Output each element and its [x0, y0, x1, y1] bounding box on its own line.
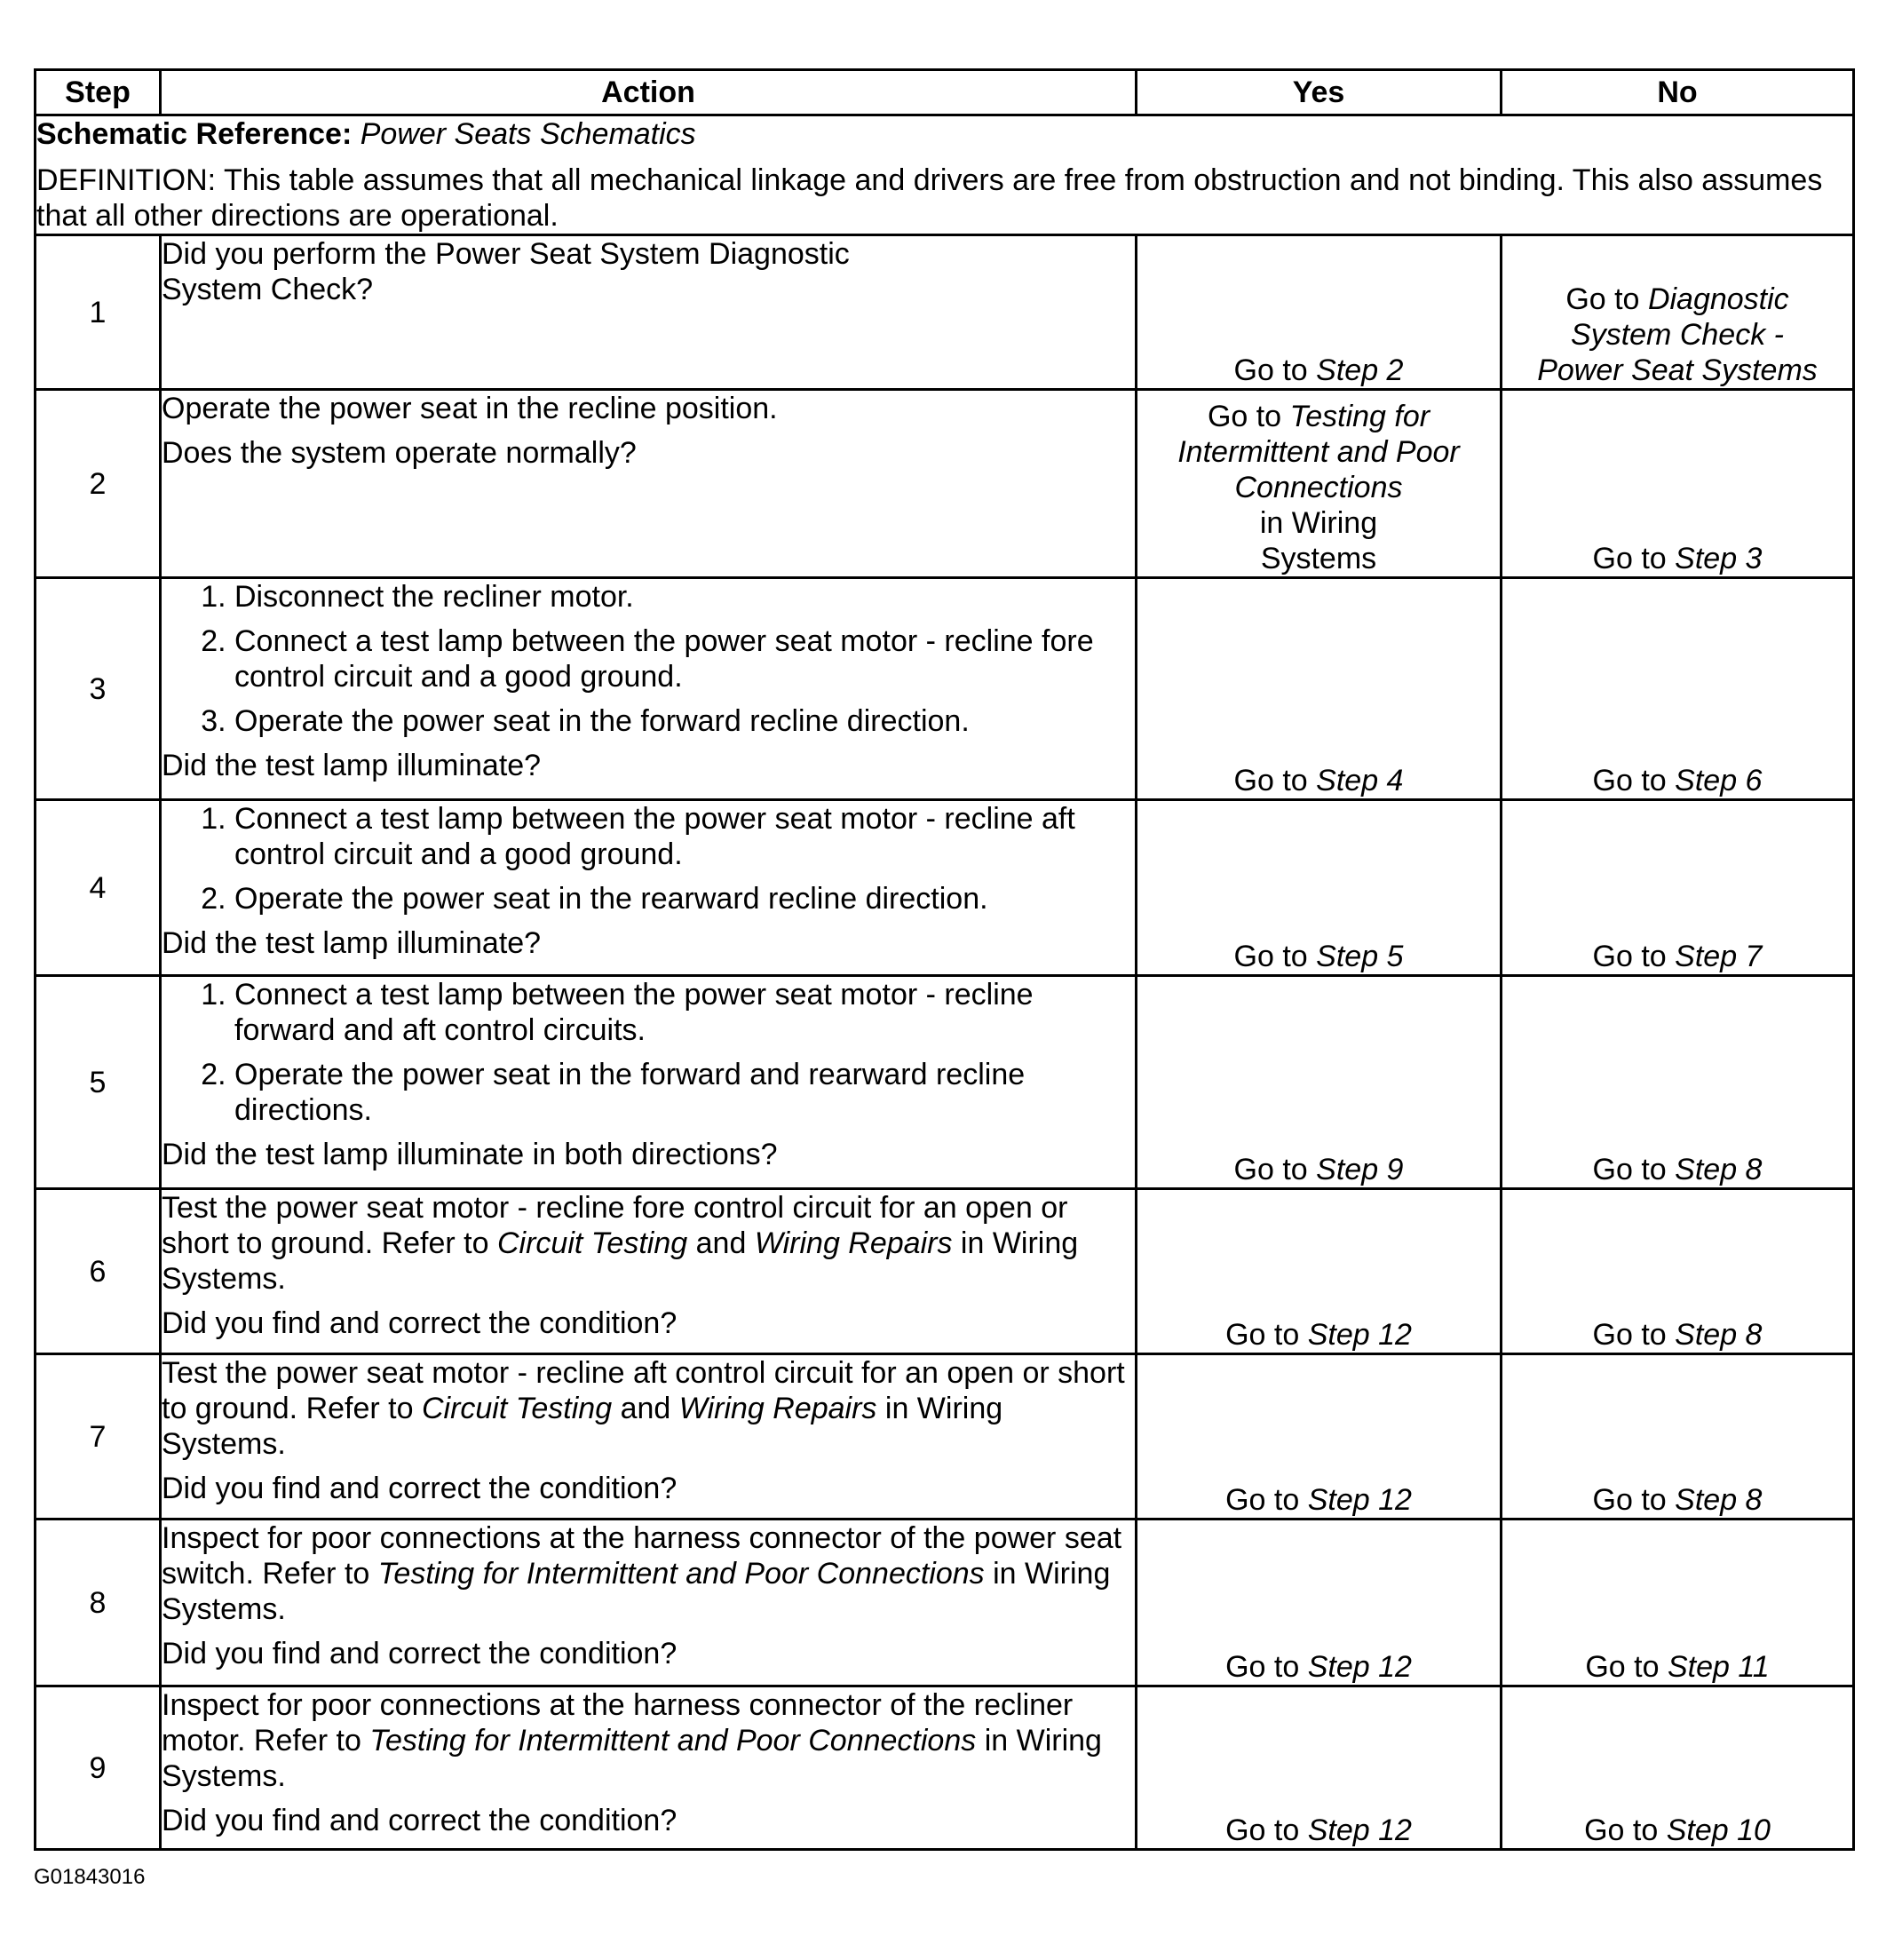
step-action — [161, 1189, 1137, 1354]
step-yes: Go to Step 12 — [1137, 1189, 1502, 1354]
list-item: 3. Operate the power seat in the forward recline direction. — [234, 703, 1135, 739]
step-no: Go to Step 7 — [1502, 800, 1854, 976]
table-row — [36, 578, 1854, 800]
no-link: Step 6 — [1675, 764, 1763, 797]
step-number: 9 — [36, 1686, 161, 1850]
schematic-reference — [36, 116, 1852, 152]
action-list — [162, 977, 1135, 1128]
action-question: Did the test lamp illuminate? — [162, 926, 542, 960]
header-yes: Yes — [1137, 70, 1502, 115]
table-row — [36, 390, 1854, 578]
table-row — [36, 235, 1854, 390]
no-link: Step 8 — [1675, 1318, 1763, 1352]
step-no: Go to Step 8 — [1502, 1354, 1854, 1520]
step-yes: Go to Step 12 — [1137, 1520, 1502, 1686]
no-link: Step 3 — [1675, 542, 1763, 575]
action-question: Did you find and correct the condition? — [162, 1472, 678, 1505]
step-action — [161, 390, 1137, 578]
table-row — [36, 1354, 1854, 1520]
step-action — [161, 235, 1137, 390]
step-number: 8 — [36, 1520, 161, 1686]
action-list — [162, 801, 1135, 917]
step-action — [161, 578, 1137, 800]
step-yes: Go to Step 12 — [1137, 1686, 1502, 1850]
step-action — [161, 1686, 1137, 1850]
action-list — [162, 579, 1135, 739]
schematic-cell — [36, 115, 1854, 235]
reference-link: Wiring Repairs — [678, 1392, 877, 1425]
yes-link: Step 5 — [1316, 940, 1404, 973]
step-no: Go to Step 8 — [1502, 976, 1854, 1189]
step-yes: Go to Step 12 — [1137, 1354, 1502, 1520]
step-yes: Go to Step 4 — [1137, 578, 1502, 800]
step-number: 7 — [36, 1354, 161, 1520]
schematic-row — [36, 115, 1854, 235]
table-row — [36, 1520, 1854, 1686]
action-question: Did you find and correct the condition? — [162, 1637, 678, 1670]
step-no: Go to Step 11 — [1502, 1520, 1854, 1686]
table-header-row — [36, 70, 1854, 115]
yes-link: Step 12 — [1307, 1318, 1412, 1352]
step-yes: Go to Testing for Intermittent and Poor Connections in Wiring Systems — [1137, 390, 1502, 578]
step-number: 1 — [36, 235, 161, 390]
yes-link: Step 9 — [1316, 1153, 1404, 1186]
yes-link: Step 12 — [1307, 1483, 1412, 1517]
action-question: Did the test lamp illuminate? — [162, 749, 542, 782]
step-action — [161, 1520, 1137, 1686]
step-no: Go to Step 8 — [1502, 1189, 1854, 1354]
step-number: 3 — [36, 578, 161, 800]
list-item: 1. Connect a test lamp between the power seat motor - recline aft control circuit and a good ground. — [234, 801, 1135, 872]
no-link: Diagnostic — [1647, 282, 1789, 316]
list-item: 2. Connect a test lamp between the power seat motor - recline fore control circuit and a good ground. — [234, 623, 1135, 694]
header-action: Action — [161, 70, 1137, 115]
schematic-label: Schematic Reference: — [36, 117, 353, 151]
schematic-link: Power Seats Schematics — [360, 117, 696, 151]
definition-text: DEFINITION: This table assumes that all mechanical linkage and drivers are free from obstruction and not binding. This also assumes that all other directions are operational. — [36, 163, 1823, 233]
action-question: Did you perform the Power Seat System Diagnostic System Check? — [162, 237, 850, 306]
step-no: Go to Step 6 — [1502, 578, 1854, 800]
yes-link: Testing for — [1289, 400, 1430, 433]
yes-link: Step 12 — [1307, 1813, 1412, 1847]
step-number: 5 — [36, 976, 161, 1189]
list-item: 2. Operate the power seat in the rearward recline direction. — [234, 881, 1135, 917]
action-text: Inspect for poor connections at the harness connector of the recliner motor. Refer to Testing for Intermittent and Poor Connections in Wiring Systems. — [162, 1688, 1102, 1793]
header-no: No — [1502, 70, 1854, 115]
action-question: Did the test lamp illuminate in both directions? — [162, 1138, 778, 1171]
step-number: 2 — [36, 390, 161, 578]
diagnostic-table — [34, 68, 1855, 1851]
table-row — [36, 1189, 1854, 1354]
no-link: Step 8 — [1675, 1153, 1763, 1186]
step-number: 4 — [36, 800, 161, 976]
reference-link: Testing for Intermittent and Poor Connections — [377, 1557, 985, 1591]
step-action — [161, 800, 1137, 976]
step-yes: Go to Step 9 — [1137, 976, 1502, 1189]
step-action — [161, 976, 1137, 1189]
step-yes: Go to Step 2 — [1137, 235, 1502, 390]
list-item: 1. Disconnect the recliner motor. — [234, 579, 1135, 615]
header-step: Step — [36, 70, 161, 115]
action-question: Did you find and correct the condition? — [162, 1804, 678, 1837]
step-action — [161, 1354, 1137, 1520]
yes-link: Step 4 — [1316, 764, 1404, 797]
reference-link: Circuit Testing — [497, 1226, 688, 1260]
table-row — [36, 800, 1854, 976]
reference-link: Wiring Repairs — [754, 1226, 953, 1260]
table-row — [36, 976, 1854, 1189]
reference-link: Circuit Testing — [421, 1392, 613, 1425]
yes-link: Step 2 — [1316, 353, 1404, 387]
action-text: Operate the power seat in the recline position. — [162, 392, 778, 425]
no-link: Step 11 — [1667, 1650, 1770, 1684]
no-link: Step 7 — [1675, 940, 1763, 973]
step-no: Go to Diagnostic System Check - Power Seat Systems — [1502, 235, 1854, 390]
action-text: Test the power seat motor - recline fore control circuit for an open or short to ground. Refer to Circuit Testing and Wiring Repairs in Wiring Systems. — [162, 1191, 1079, 1296]
list-item: 2. Operate the power seat in the forward and rearward recline directions. — [234, 1057, 1135, 1128]
list-item: 1. Connect a test lamp between the power seat motor - recline forward and aft control circuits. — [234, 977, 1135, 1048]
no-link: Step 10 — [1666, 1813, 1771, 1847]
yes-link: Step 12 — [1307, 1650, 1412, 1684]
action-question: Did you find and correct the condition? — [162, 1306, 678, 1340]
reference-link: Testing for Intermittent and Poor Connections — [369, 1724, 977, 1758]
action-text: Test the power seat motor - recline aft control circuit for an open or short to ground. Refer to Circuit Testing and Wiring Repairs in Wiring Systems. — [162, 1356, 1125, 1461]
step-yes: Go to Step 5 — [1137, 800, 1502, 976]
table-row — [36, 1686, 1854, 1850]
step-number: 6 — [36, 1189, 161, 1354]
figure-code: G01843016 — [34, 1865, 146, 1889]
no-link: Step 8 — [1675, 1483, 1763, 1517]
step-no: Go to Step 10 — [1502, 1686, 1854, 1850]
action-text: Inspect for poor connections at the harness connector of the power seat switch. Refer to Testing for Intermittent and Poor Connections in Wiring Systems. — [162, 1521, 1122, 1626]
action-question: Does the system operate normally? — [162, 436, 637, 470]
step-no: Go to Step 3 — [1502, 390, 1854, 578]
